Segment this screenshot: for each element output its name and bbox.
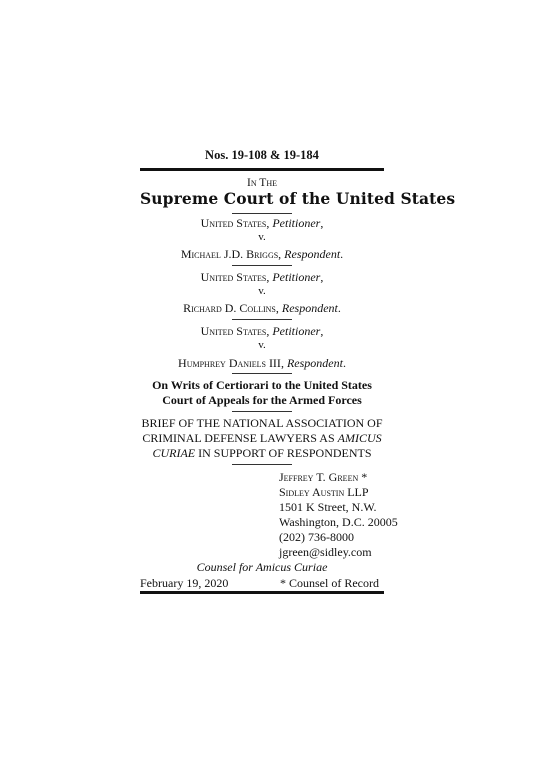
divider [232,411,292,412]
brief-title-line-2 [140,431,384,445]
court-name: Supreme Court of the United States [140,189,456,208]
counsel-for: Counsel for Amicus Curiae [196,560,328,574]
counsel-of-record-note: * Counsel of Record [280,576,379,590]
case-1-respondent: Michael J.D. Briggs, Respondent. [180,247,344,261]
counsel-name: Jeffrey T. Green * [279,470,368,484]
respondent-role: Respondent [286,356,343,370]
counsel-street: 1501 K Street, N.W. [279,500,377,514]
petitioner-name: United States [200,216,267,230]
divider [232,213,292,214]
respondent-name: Michael J.D. Briggs [180,247,279,261]
case-3-petitioner: United States, Petitioner, [200,324,324,338]
writs-line-2: Court of Appeals for the Armed Forces [162,393,362,407]
case-2-petitioner: United States, Petitioner, [200,270,324,284]
top-rule [140,168,384,171]
petitioner-name: United States [200,324,267,338]
case-3-versus: v. [258,339,266,351]
petitioner-role: Petitioner [272,216,321,230]
divider [232,265,292,266]
brief-title-line-3 [140,446,384,460]
docket-numbers: Nos. 19-108 & 19-184 [205,148,319,162]
writs-line-1: On Writs of Certiorari to the United States [152,378,372,392]
divider [232,319,292,320]
counsel-firm: Sidley Austin LLP [279,485,369,499]
counsel-city: Washington, D.C. 20005 [279,515,398,529]
respondent-name: Richard D. Collins [183,301,276,315]
brief-title-text: CRIMINAL DEFENSE LAWYERS AS [142,431,335,445]
case-1-petitioner: United States, Petitioner, [200,216,324,230]
respondent-role: Respondent [284,247,341,261]
petitioner-role: Petitioner [272,324,321,338]
respondent-name: Humphrey Daniels III [178,356,281,370]
divider [232,373,292,374]
respondent-role: Respondent [281,301,338,315]
brief-title-text: IN SUPPORT OF RESPONDENTS [198,446,372,460]
counsel-phone: (202) 736-8000 [279,530,354,544]
brief-title-curiae: CURIAE [152,446,196,460]
petitioner-role: Petitioner [272,270,321,284]
case-2-versus: v. [258,285,266,297]
brief-title-amicus: AMICUS [337,431,382,445]
counsel-email: jgreen@sidley.com [279,545,372,559]
case-2-respondent: Richard D. Collins, Respondent. [183,301,341,315]
case-1-versus: v. [258,231,266,243]
case-3-respondent: Humphrey Daniels III, Respondent. [178,356,346,370]
brief-title-line-1: BRIEF OF THE NATIONAL ASSOCIATION OF [141,416,383,430]
in-the-label: In The [247,177,277,189]
divider [232,464,292,465]
filing-date: February 19, 2020 [140,576,229,590]
bottom-rule [140,591,384,594]
petitioner-name: United States [200,270,267,284]
